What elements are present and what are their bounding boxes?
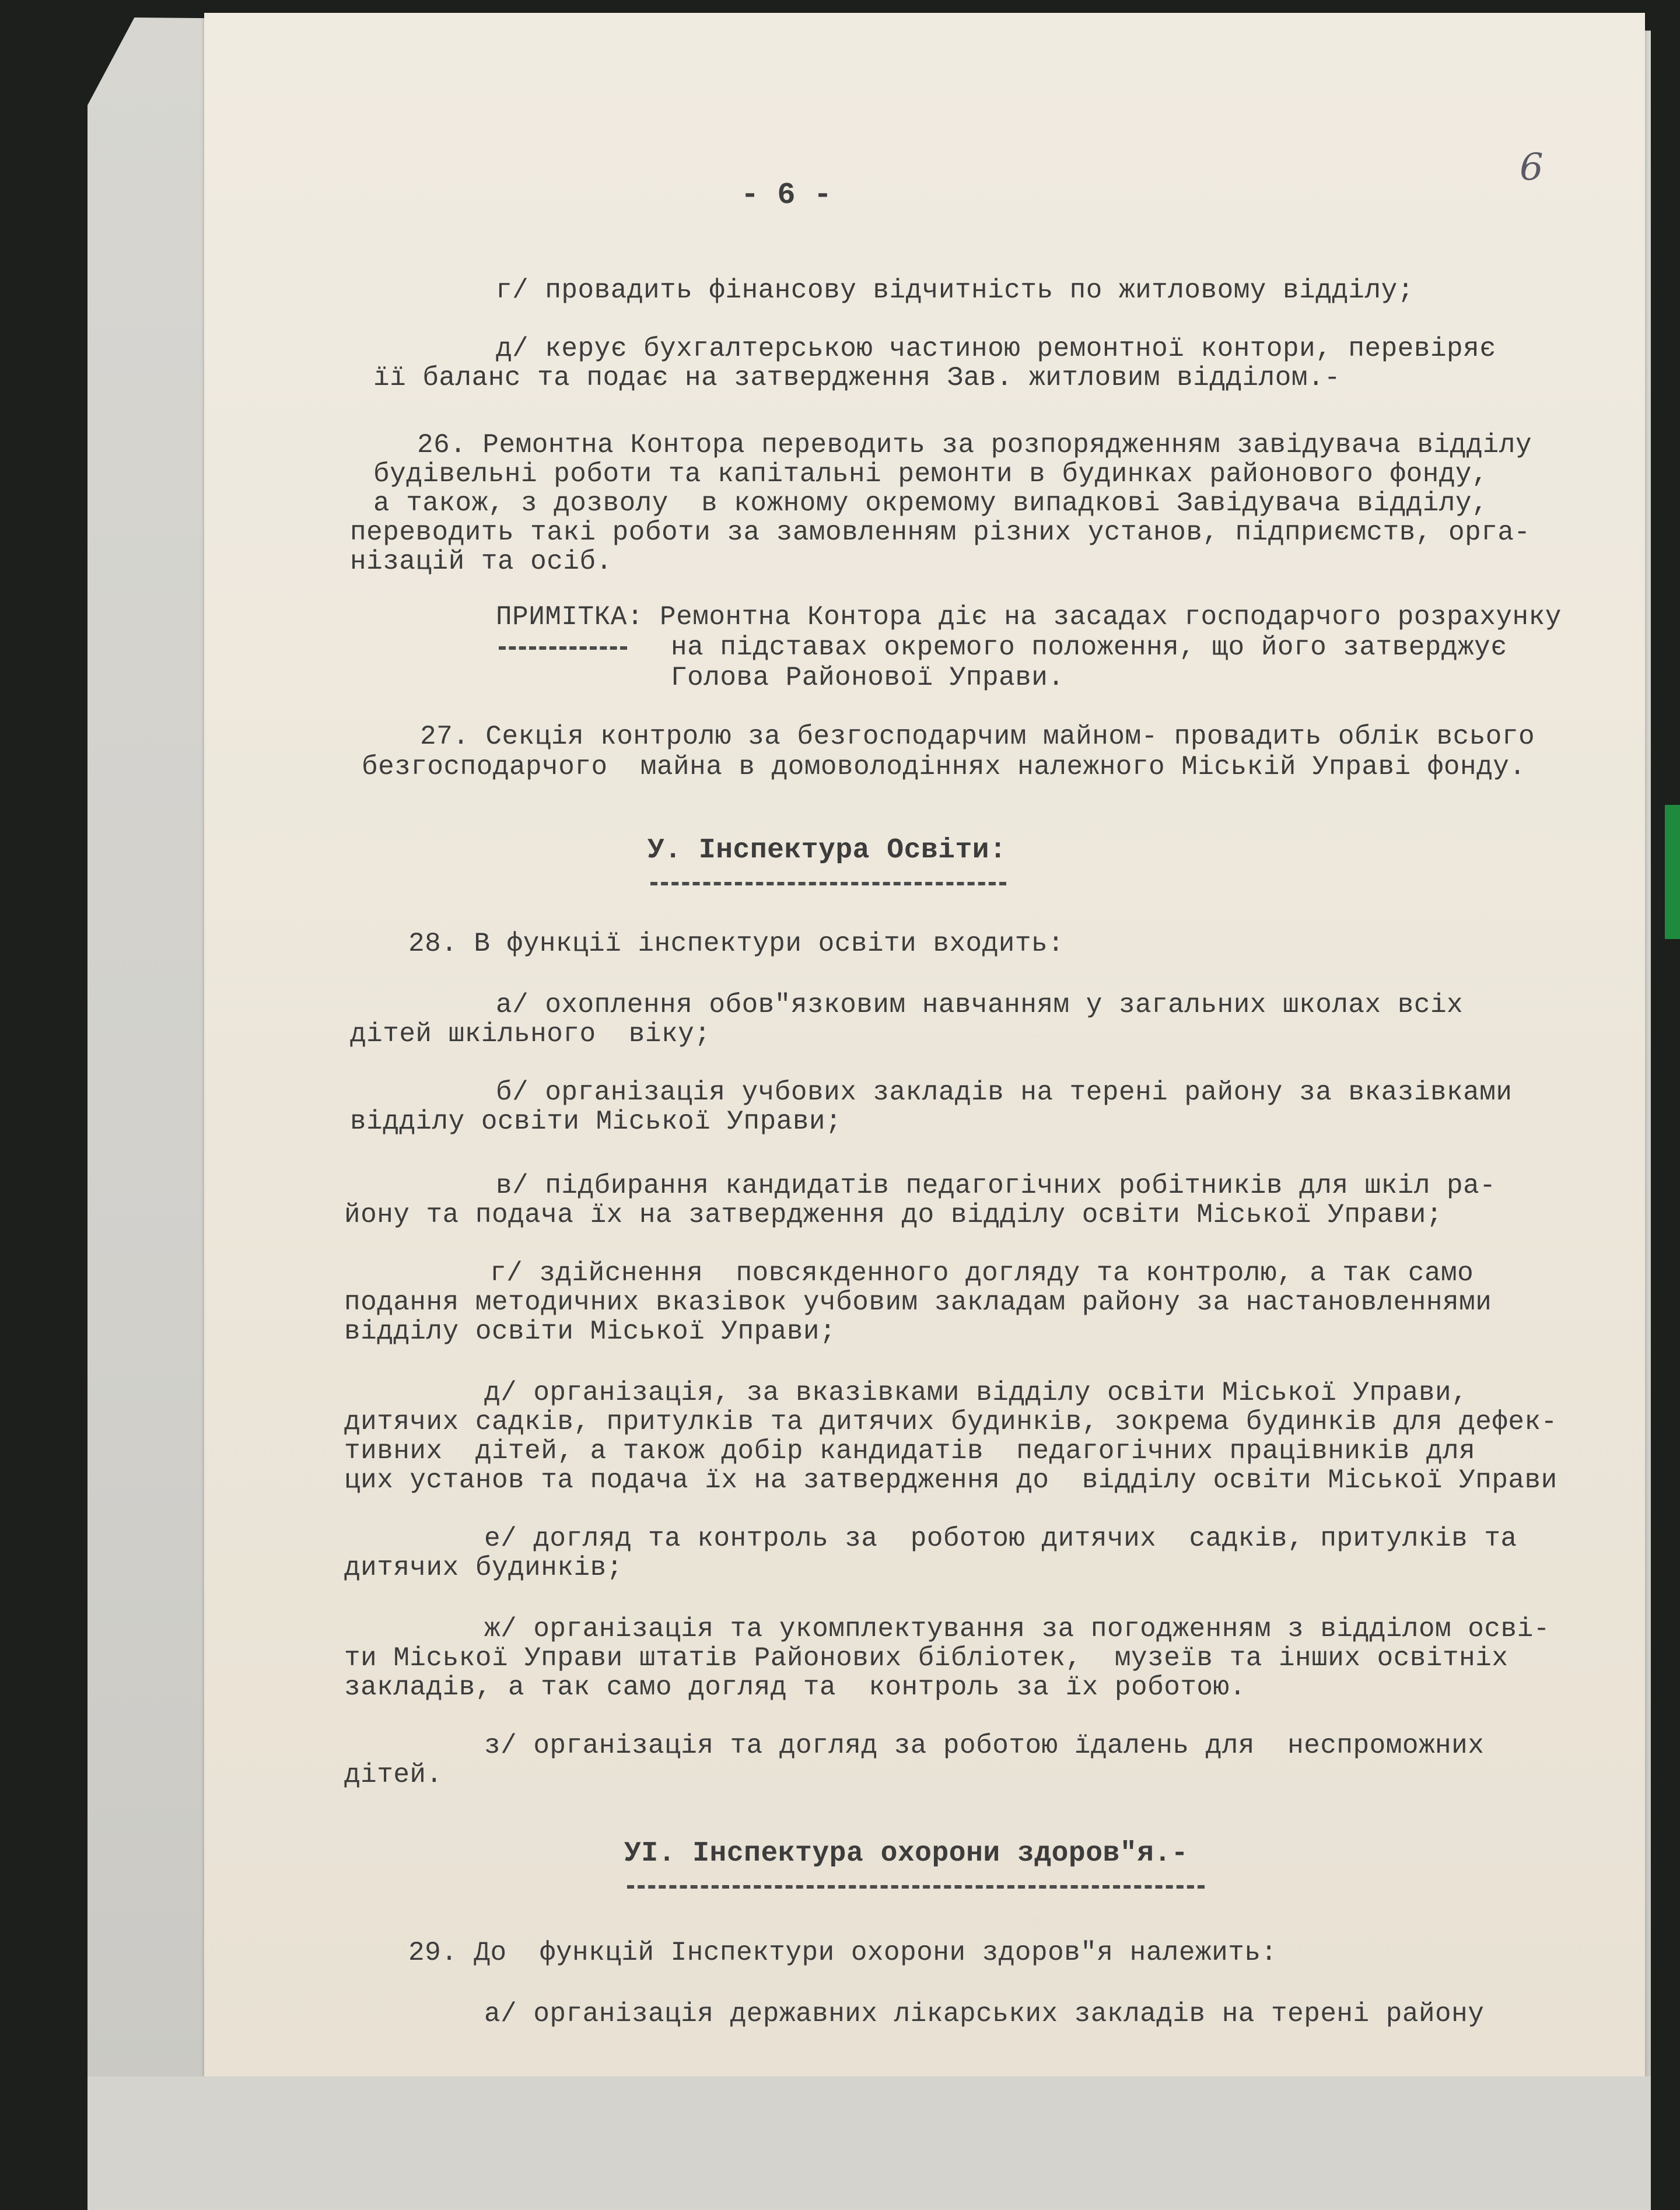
text-line: ж/ організація та укомплектування за погодженням з відділом осві- [484, 1614, 1550, 1644]
heading-underline [627, 1885, 1205, 1889]
text-line: дитячих будинків; [344, 1553, 623, 1583]
text-line: г/ здійснення повсякденного догляду та контролю, а так само [490, 1258, 1474, 1288]
text-line: відділу освіти Міської Управи; [344, 1316, 836, 1347]
text-line: будівельні роботи та капітальні ремонти в будинках районового фонду, [373, 459, 1489, 489]
text-line: її баланс та подає на затвердження Зав. житловим відділом.- [373, 363, 1341, 393]
text-line: з/ організація та догляд за роботою їдалень для неспроможних [484, 1731, 1485, 1761]
text-line: е/ догляд та контроль за роботою дитячих садків, притулків та [484, 1523, 1517, 1554]
text-line: тивних дітей, а також добір кандидатів педагогічних працівників для [344, 1436, 1476, 1466]
note-underline [499, 646, 627, 650]
archive-folio-number: 6 [1520, 146, 1544, 189]
text-line: закладів, а так само догляд та контроль за їх роботою. [344, 1672, 1246, 1703]
page-number: - 6 - [741, 178, 832, 212]
text-line: б/ організація учбових закладів на терені району за вказівками [496, 1077, 1513, 1108]
text-line: ти Міської Управи штатів Районових бібліотек, музеїв та інших освітніх [344, 1643, 1508, 1673]
folder-tab [1665, 805, 1680, 939]
text-line: г/ провадить фінансову відчитність по житловому відділу; [496, 275, 1414, 306]
text-line: 28. В функції інспектури освіти входить: [408, 929, 1065, 959]
text-line: а/ організація державних лікарських закладів на терені району [484, 1999, 1485, 2029]
text-line: йону та подача їх на затвердження до відділу освіти Міської Управи; [344, 1200, 1443, 1230]
note-line: Голова Районової Управи. [671, 663, 1065, 693]
text-line: цих установ та подача їх на затвердження до відділу освіти Міської Управи [344, 1465, 1558, 1495]
text-line: безгосподарчого майна в домоволодіннях належного Міській Управі фонду. [362, 752, 1526, 782]
text-line: а/ охоплення обов"язковим навчанням у загальних школах всіх [496, 990, 1464, 1020]
text-line: а також, з дозволу в кожному окремому випадкові Завідувача відділу, [373, 488, 1489, 519]
text-line: дітей. [344, 1760, 443, 1790]
heading-underline [650, 882, 1006, 885]
text-line: 26. Ремонтна Контора переводить за розпорядженням завідувача відділу [417, 430, 1532, 460]
text-line: нізацій та осіб. [350, 547, 612, 577]
note-line: ПРИМІТКА: Ремонтна Контора діє на засадах господарчого розрахунку [496, 602, 1562, 632]
text-line: 27. Секція контролю за безгосподарчим майном- провадить облік всього [420, 722, 1535, 752]
text-line: д/ керує бухгалтерською частиною ремонтної контори, перевіряє [496, 334, 1496, 364]
text-line: 29. До функцій Інспектури охорони здоров"я належить: [408, 1938, 1278, 1968]
text-line: дітей шкільного віку; [350, 1019, 711, 1049]
text-line: відділу освіти Міської Управи; [350, 1106, 842, 1137]
text-line: в/ підбирання кандидатів педагогічних робітників для шкіл ра- [496, 1171, 1496, 1201]
section-heading: У. Інспектура Освіти: [648, 835, 1007, 866]
text-line: д/ організація, за вказівками відділу освіти Міської Управи, [484, 1378, 1468, 1408]
text-line: подання методичних вказівок учбовим закладам району за настановленнями [344, 1287, 1492, 1318]
text-line: дитячих садків, притулків та дитячих будинків, зокрема будинків для дефек- [344, 1407, 1558, 1437]
tissue-lower-edge [88, 2076, 1651, 2210]
section-heading: УІ. Інспектура охорони здоров"я.- [624, 1838, 1189, 1869]
note-line: на підставах окремого положення, що його затверджує [671, 632, 1507, 663]
text-line: переводить такі роботи за замовленням різних установ, підприємств, орга- [350, 517, 1531, 548]
